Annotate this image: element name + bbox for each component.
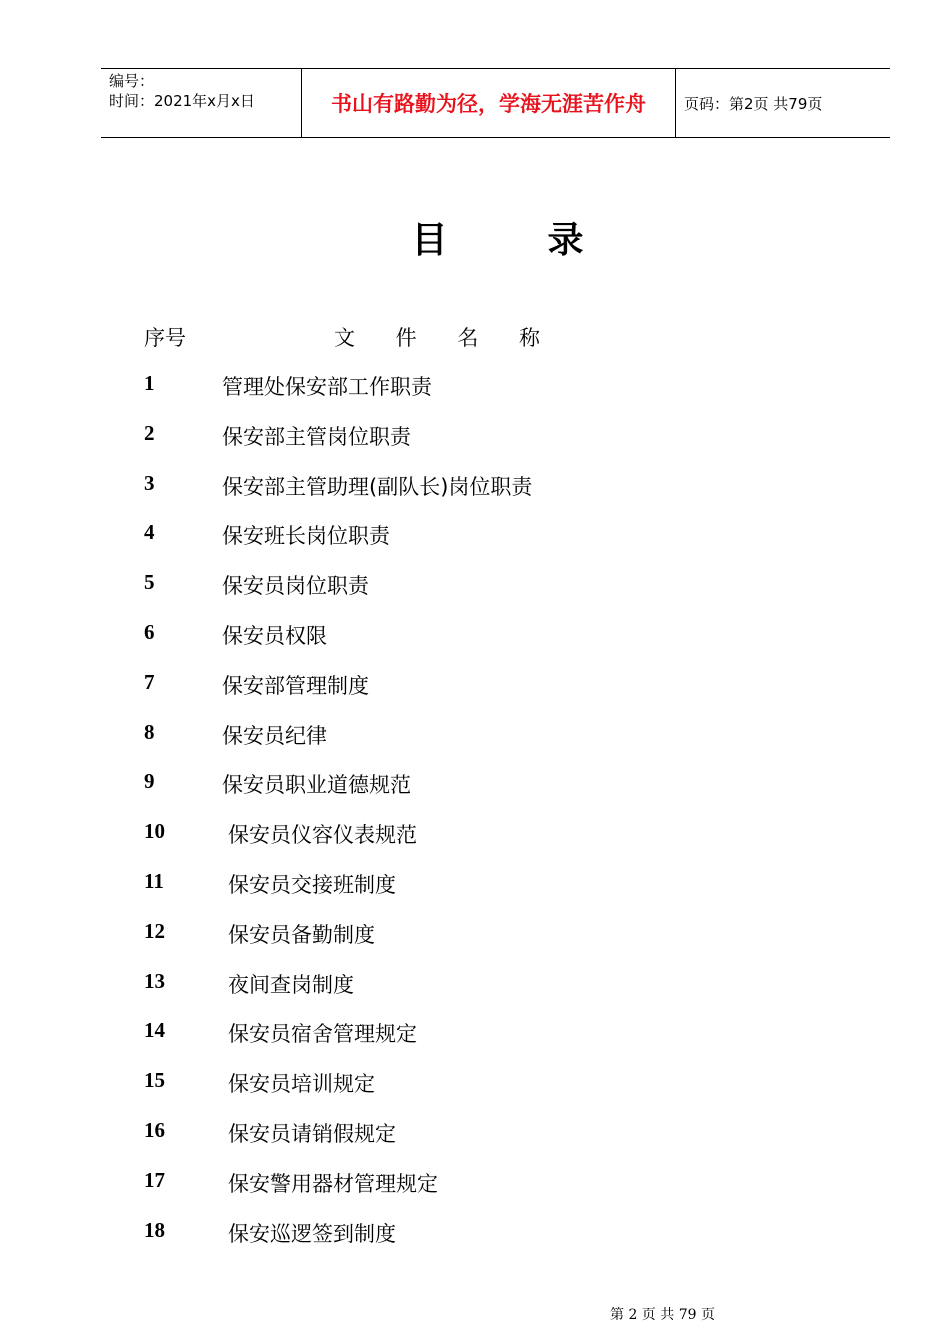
title-char-1: 目 <box>411 220 448 261</box>
toc-number: 5 <box>144 570 155 595</box>
toc-number: 12 <box>144 918 165 943</box>
toc-number: 10 <box>144 819 165 844</box>
toc-number: 1 <box>144 371 155 395</box>
toc-title: 保安员岗位职责 <box>222 574 369 599</box>
toc-number: 13 <box>144 968 165 993</box>
column-header-number: 序号 <box>144 326 186 350</box>
toc-title: 保安员权限 <box>222 624 327 648</box>
toc-title: 保安员备勤制度 <box>228 922 375 947</box>
toc-number: 7 <box>144 669 155 694</box>
toc-title: 保安员培训规定 <box>228 1072 375 1097</box>
toc-title: 保安员请销假规定 <box>228 1122 396 1146</box>
header-divider-right <box>675 69 676 137</box>
toc-number: 6 <box>144 620 155 644</box>
header-meta <box>109 71 255 111</box>
toc-number: 16 <box>144 1118 165 1142</box>
toc-number: 2 <box>144 420 155 445</box>
toc-number: 3 <box>144 470 155 495</box>
toc-title: 保安员宿舍管理规定 <box>228 1022 417 1047</box>
toc-number: 4 <box>144 520 155 545</box>
code-label: 编号： <box>109 72 155 90</box>
page-footer: 第 2 页 共 79 页 <box>610 1307 715 1323</box>
toc-number: 11 <box>144 869 164 893</box>
toc-title: 保安部主管助理(副队长)岗位职责 <box>222 474 533 499</box>
header-page-label: 页码：第2页 共79页 <box>684 95 823 113</box>
toc-title: 保安员仪容仪表规范 <box>228 823 417 848</box>
toc-number: 8 <box>144 719 155 744</box>
toc-number: 17 <box>144 1167 165 1192</box>
toc-title: 保安员纪律 <box>222 723 327 748</box>
page-title <box>0 212 950 263</box>
toc-number: 9 <box>144 769 155 794</box>
toc-title: 保安巡逻签到制度 <box>228 1221 396 1246</box>
title-char-2: 录 <box>547 220 584 261</box>
toc-number: 14 <box>144 1018 165 1043</box>
toc-title: 保安班长岗位职责 <box>222 524 390 549</box>
toc-number: 18 <box>144 1217 165 1242</box>
time-label: 时间：2021年x月x日 <box>109 92 255 110</box>
page-header <box>101 68 890 138</box>
toc-title: 保安部管理制度 <box>222 673 369 698</box>
column-header-name: 文 件 名 称 <box>334 326 558 350</box>
toc-title: 保安员职业道德规范 <box>222 773 411 798</box>
toc-number: 15 <box>144 1068 165 1093</box>
toc-title: 保安警用器材管理规定 <box>228 1171 438 1196</box>
toc-title: 管理处保安部工作职责 <box>222 375 432 399</box>
toc-title: 保安部主管岗位职责 <box>222 424 411 449</box>
toc-title: 夜间查岗制度 <box>228 972 354 997</box>
header-motto: 书山有路勤为径，学海无涯苦作舟 <box>331 92 646 116</box>
toc-title: 保安员交接班制度 <box>228 873 396 897</box>
